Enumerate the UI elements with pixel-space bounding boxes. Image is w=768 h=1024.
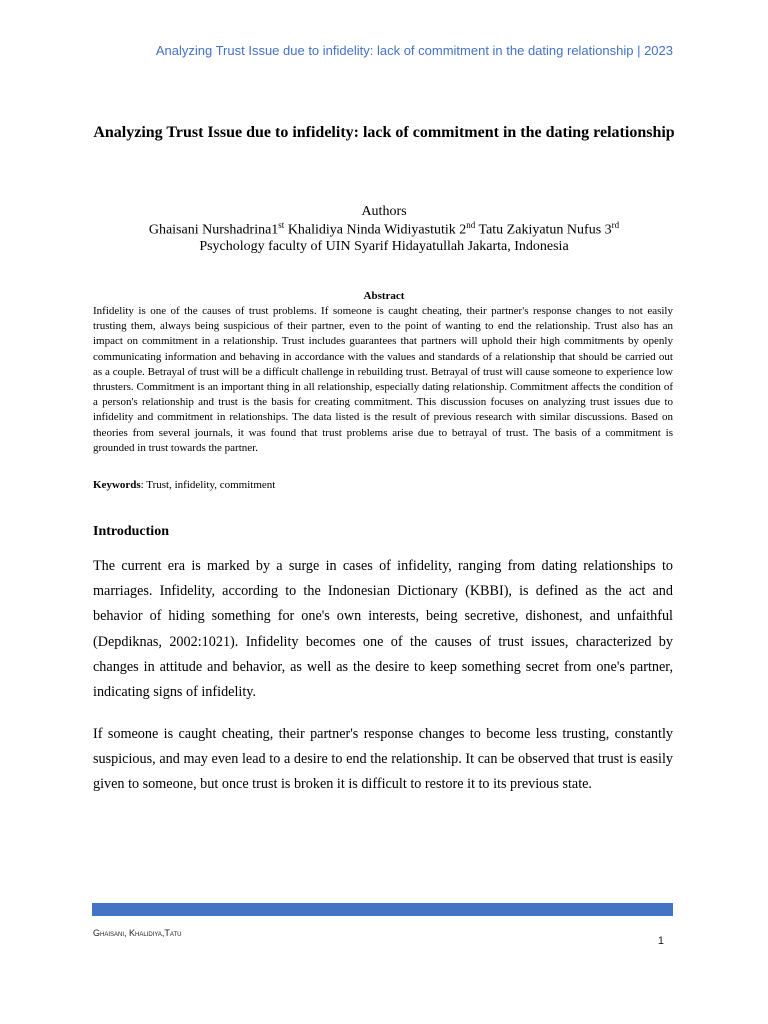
intro-paragraph: The current era is marked by a surge in cases of infidelity, ranging from dating relationships to marriages. Infidelity, according to the Indonesian Dictionary (KBBI), is defined as the act and behavior of hiding something for one's own interests, being secretive, dishonest, and unfaithful (Depdiknas, 2002:1021). Infidelity becomes one of the causes of trust issues, characterized by changes in attitude and behavior, as well as the desire to keep something secret from one's partner, indicating signs of infidelity. <box>93 558 673 701</box>
author-list <box>92 220 676 239</box>
keywords-line <box>93 479 275 491</box>
paper-title: Analyzing Trust Issue due to infidelity: lack of commitment in the dating relationship <box>93 124 675 141</box>
keywords-list: : Trust, infidelity, commitment <box>140 479 276 491</box>
author-1-ordinal: st <box>278 220 285 230</box>
running-header: Analyzing Trust Issue due to infidelity: lack of commitment in the dating relationship | 2023 <box>155 43 673 58</box>
author-2-ordinal: nd <box>466 220 476 230</box>
abstract-text: Infidelity is one of the causes of trust problems. If someone is caught cheating, their partner's response changes to not easily trusting them, always being suspicious of their partner, even to the point of wanting to end the relationship. Trust also has an impact on commitment in a relationship. Trust includes guarantees that partners will uphold their high commitments by openly communicating information and behaving in accordance with the values and standards of a relationship that should be carried out as a couple. Betrayal of trust will be a difficult challenge in rebuilding trust. Betrayal of trust will cause someone to experience low thrusters. Commitment is an important thing in all relationship, especially dating relationship. Commitment affects the condition of a person's relationship and trust is the basis for creating commitment. This discussion focuses on analyzing trust issues due to infidelity and commitment in relationships. The data listed is the result of previous research with similar discussions. Based on theories from several journals, it was found that trust problems arise due to betrayal of trust. The basis of a commitment is grounded in trust towards the partner. <box>93 305 673 454</box>
author-3: Tatu Zakiyatun Nufus 3 <box>475 222 612 238</box>
author-3-ordinal: rd <box>611 220 620 230</box>
affiliation: Psychology faculty of UIN Syarif Hidayatullah Jakarta, Indonesia <box>199 239 569 254</box>
authors-label: Authors <box>361 204 407 219</box>
intro-paragraph: If someone is caught cheating, their partner's response changes to become less trusting, constantly suspicious, and may even lead to a desire to end the relationship. It can be observed that trust is easily given to someone, but once trust is broken it is difficult to restore it to its previous state. <box>93 726 673 793</box>
author-2: Khalidiya Ninda Widiyastutik 2 <box>284 222 467 238</box>
keywords-label: Keywords <box>93 479 141 491</box>
author-1: Ghaisani Nurshadrina1 <box>148 222 279 238</box>
page-number: 1 <box>657 935 664 947</box>
section-heading-introduction: Introduction <box>93 524 169 539</box>
abstract-heading: Abstract <box>363 290 405 302</box>
footer-authors: Ghaisani, Khalidiya,Tatu <box>93 928 182 938</box>
footer-divider-bar <box>92 903 673 916</box>
